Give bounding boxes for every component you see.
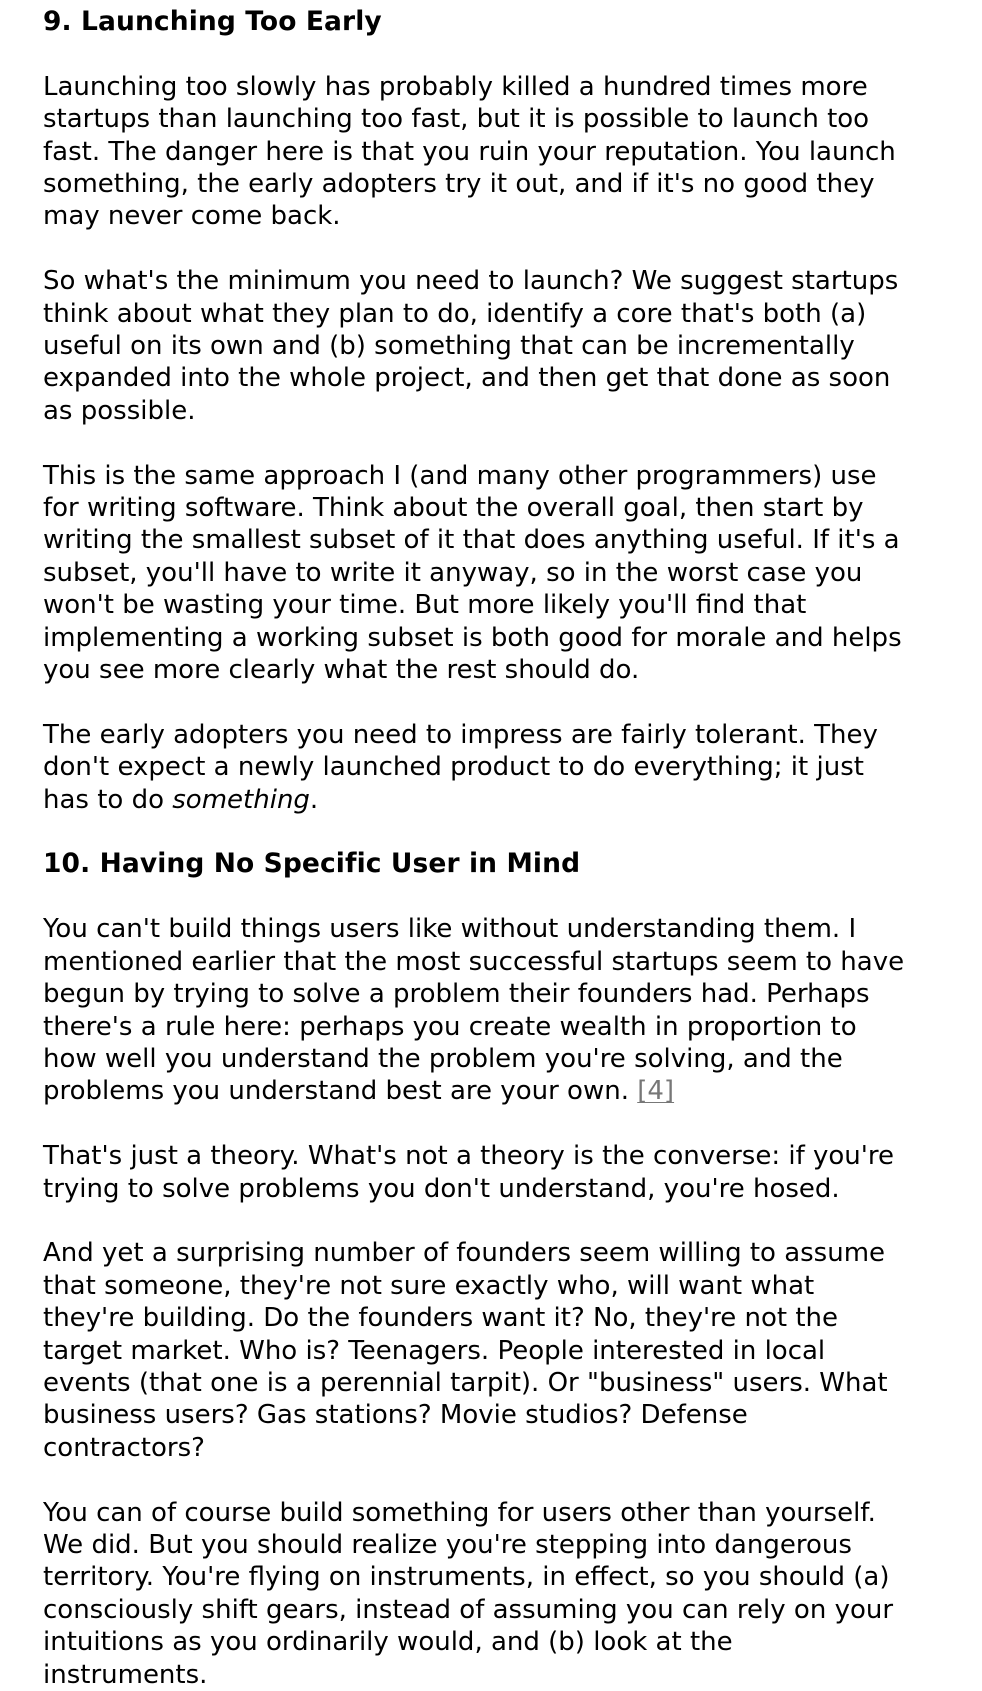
emphasis-something: something: [172, 784, 310, 815]
paragraph-with-footnote: [43, 913, 962, 1107]
paragraph-text: You can't build things users like without understanding them. I mentioned earlier that the most successful startups seem to have begun by trying to solve a problem their founders had. Perhaps there's a rule here: perhaps you create wealth in proportion to how well you understand the problem you're solving, and the problems you understand best are your own.: [43, 914, 905, 1107]
section-heading-launching-too-early: 9. Launching Too Early: [43, 6, 382, 37]
paragraph-text: The early adopters you need to impress are fairly tolerant. They don't expect a newly launched product to do everything; it just has to do: [43, 719, 878, 815]
section-heading-no-specific-user: 10. Having No Specific User in Mind: [43, 848, 581, 880]
footnote-link-4[interactable]: [4]: [637, 1076, 675, 1107]
paragraph: You can of course build something for users other than yourself. We did. But you should realize you're stepping into dangerous territory. You're flying on instruments, in effect, so you should (a) consciously shift gears, instead of assuming you can rely on your intuitions as you ordinarily would, and (b) look at the instruments.: [43, 1497, 894, 1690]
paragraph: Launching too slowly has probably killed a hundred times more startups than launching too fast, but it is possible to launch too fast. The danger here is that you ruin your reputation. You launch something, the early adopters try it out, and if it's no good they may never come back.: [43, 71, 896, 232]
paragraph: So what's the minimum you need to launch? We suggest startups think about what they plan to do, identify a core that's both (a) useful on its own and (b) something that can be incrementally expanded into the whole project, and then get that done as soon as possible.: [43, 266, 899, 426]
paragraph: This is the same approach I (and many other programmers) use for writing software. Think about the overall goal, then start by writing the smallest subset of it that does anything useful. If it's a subset, you'll have to write it anyway, so in the worst case you won't be wasting your time. But more likely you'll find that implementing a working subset is both good for morale and helps you see more clearly what the rest should do.: [43, 460, 902, 686]
paragraph-early-adopters: [43, 719, 962, 816]
paragraph-text-end: .: [309, 784, 319, 815]
paragraph: That's just a theory. What's not a theory is the converse: if you're trying to solve problems you don't understand, you're hosed.: [43, 1141, 895, 1204]
paragraph: And yet a surprising number of founders seem willing to assume that someone, they're not sure exactly who, will want what they're building. Do the founders want it? No, they're not the target market. Who is? Teenagers. People interested in local events (that one is a perennial tarpit). Or "business" users. What business users? Gas stations? Movie studios? Defense contractors?: [43, 1238, 888, 1463]
